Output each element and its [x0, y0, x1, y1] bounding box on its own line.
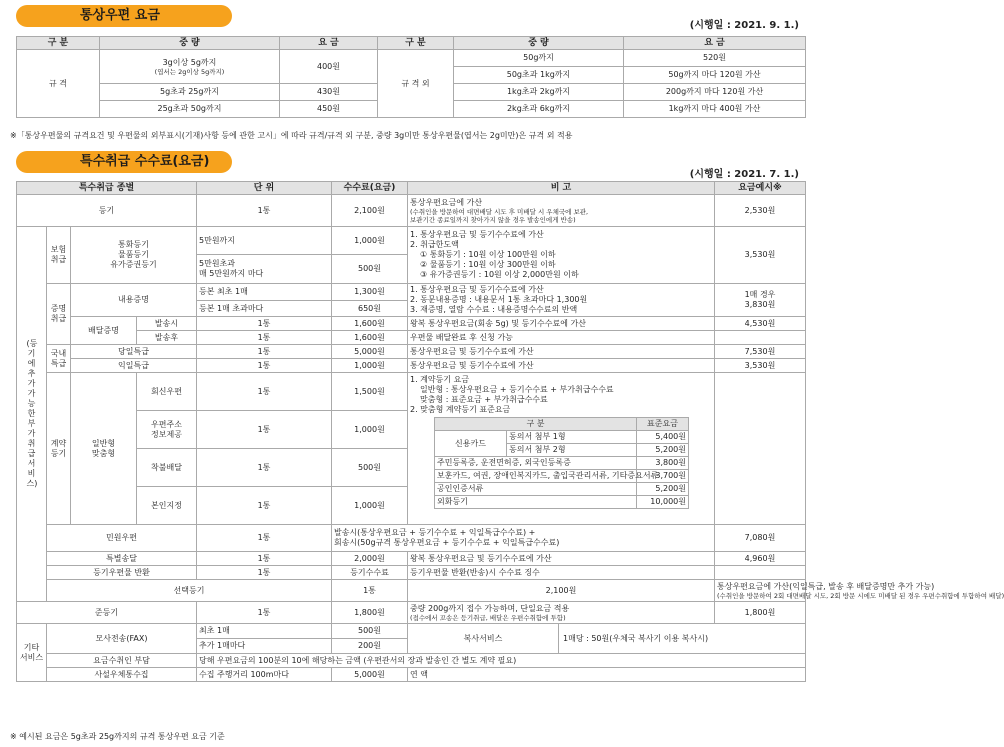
section-title-regular-mail: 통상우편 요금	[16, 5, 232, 27]
insured-remark: 1. 통상우편요금 및 등기수수료에 가산 2. 취급한도액 ① 통화등기 : 10원 이상 100만원 이하 ② 물품등기 : 10원 이상 300만원 이하 ③ 유가증권등기 : 10원 이상 2,000만원 이하	[408, 227, 715, 284]
next-day-fee: 1,000원	[332, 359, 408, 373]
quasi-unit: 1통	[197, 602, 332, 624]
next-day-example: 3,530원	[715, 359, 806, 373]
header-type: 특수취급 종별	[17, 182, 197, 195]
header-remark: 비 고	[408, 182, 715, 195]
price-cell: 400원	[280, 50, 378, 84]
send-after-example	[715, 331, 806, 345]
selective-unit: 1통	[332, 580, 408, 602]
contract-fee: 500원	[332, 449, 408, 487]
fax-unit-2: 추가 1매마다	[197, 639, 332, 654]
special-handling-fee-table	[16, 181, 1004, 682]
effective-date-2: (시행일 : 2021. 7. 1.)	[689, 169, 799, 180]
inner-header-price: 표준요금	[637, 418, 689, 431]
contract-fee: 1,500원	[332, 373, 408, 411]
inner-row-label: 동의서 첨부 2형	[507, 444, 637, 457]
return-remark: 등기우편물 반환(반송)시 수수료 징수	[408, 566, 715, 580]
send-after-name: 발송후	[137, 331, 197, 345]
weight-cell: 25g초과 50g까지	[100, 101, 280, 118]
insured-unit-2: 5만원초과 매 5만원까지 마다	[197, 255, 332, 284]
contract-fee: 1,000원	[332, 411, 408, 449]
inner-row-label: 외화등기	[435, 496, 637, 509]
inner-row-price: 5,400원	[637, 431, 689, 444]
special-delivery-fee: 2,000원	[332, 552, 408, 566]
next-day-name: 익일특급	[71, 359, 197, 373]
proof-example: 1매 경우 3,830원	[715, 284, 806, 317]
header-fee: 수수료(요금)	[332, 182, 408, 195]
send-at-example: 4,530원	[715, 317, 806, 331]
price-cell: 200g까지 마다 120원 가산	[624, 84, 806, 101]
header-price-right: 요 금	[624, 37, 806, 50]
contract-item-designated: 본인지정	[137, 487, 197, 525]
contract-unit: 1통	[197, 449, 332, 487]
send-after-unit: 1통	[197, 331, 332, 345]
header-example: 요금예시※	[715, 182, 806, 195]
selective-fee: 2,100원	[408, 580, 715, 602]
header-price-left: 요 금	[280, 37, 378, 50]
weight-cell: 50g초과 1kg까지	[454, 67, 624, 84]
contract-unit: 1통	[197, 487, 332, 525]
contract-subgroup: 일반형 맞춤형	[71, 373, 137, 525]
recipient-pays-remark: 당해 우편요금의 100분의 10에 해당하는 금액 (우편관서의 장과 발송인 간 별도 계약 필요)	[197, 654, 806, 668]
inner-row-label: 동의서 첨부 1형	[507, 431, 637, 444]
weight-cell: 50g까지	[454, 50, 624, 67]
contract-example	[715, 373, 806, 525]
next-day-remark: 통상우편요금 및 등기수수료에 가산	[408, 359, 715, 373]
fax-unit-1: 최초 1매	[197, 624, 332, 639]
send-at-name: 발송시	[137, 317, 197, 331]
same-day-example: 7,530원	[715, 345, 806, 359]
price-cell: 430원	[280, 84, 378, 101]
private-box-remark: 연 액	[408, 668, 806, 682]
contract-remark: 1. 계약등기 요금 일반형 : 통상우편요금 + 등기수수료 + 부가취급수수료 맞춤형 : 표준요금 + 부가취급수수료 2. 맞춤형 계약등기 표준요금 구 분 표준요금 신용카드 동의서 첨부 1형 5,400원 동의서 첨부 2형 5,200원 주민등록증, 운전면허증, 외국인등록증 3,800원 보훈카드, 여권, 장애인복지카드, 출입국관리서류, 기타증요서류 3,700원 공인인증서류 5,200원 외화등기 10,000원	[408, 373, 715, 525]
section-title-special-handling: 특수취급 수수료(요금)	[16, 151, 232, 173]
registered-name: 등기	[17, 195, 197, 227]
private-box-name: 사설우체통수집	[47, 668, 197, 682]
vertical-label-cell	[17, 227, 47, 602]
copy-service-cell	[408, 624, 806, 654]
inner-row-price: 5,200원	[637, 444, 689, 457]
header-category-left: 구 분	[17, 37, 100, 50]
send-after-fee: 1,600원	[332, 331, 408, 345]
civil-mail-remark: 발송시(통상우편요금 + 등기수수료 + 익일특급수수료) + 회송시(50g규격 통상우편요금 + 등기수수료 + 익일특급수수료)	[332, 525, 715, 552]
vertical-label: (등기에 추가 가능한 부가취급서비스)	[26, 339, 38, 488]
proof-group: 증명 취급	[47, 284, 71, 345]
content-proof-name: 내용증명	[71, 284, 197, 317]
price-cell: 520원	[624, 50, 806, 67]
inner-header-category: 구 분	[435, 418, 637, 431]
insured-fee-2: 500원	[332, 255, 408, 284]
price-cell: 1kg까지 마다 400원 가산	[624, 101, 806, 118]
send-at-unit: 1통	[197, 317, 332, 331]
registered-fee: 2,100원	[332, 195, 408, 227]
inner-row-price: 5,200원	[637, 483, 689, 496]
standard-fee-table	[434, 417, 689, 509]
proof-unit-2: 등본 1매 초과마다	[197, 301, 332, 317]
same-day-remark: 통상우편요금 및 등기수수료에 가산	[408, 345, 715, 359]
insured-fee-1: 1,000원	[332, 227, 408, 255]
private-box-unit: 수집 주행거리 100m마다	[197, 668, 332, 682]
inner-row-label: 공인인증서류	[435, 483, 637, 496]
insured-example: 3,530원	[715, 227, 806, 284]
same-day-unit: 1통	[197, 345, 332, 359]
header-category-right: 구 분	[378, 37, 454, 50]
inner-row-price: 3,800원	[637, 457, 689, 470]
return-unit: 1통	[197, 566, 332, 580]
send-after-remark: 우편물 배달완료 후 신청 가능	[408, 331, 715, 345]
effective-date-1: (시행일 : 2021. 9. 1.)	[689, 20, 799, 31]
return-name: 등기우편물 반환	[47, 566, 197, 580]
header-weight-left: 중 량	[100, 37, 280, 50]
inner-row-price: 10,000원	[637, 496, 689, 509]
copy-service-value: 1매당 : 50원(우체국 복사기 이용 복사시)	[563, 633, 709, 643]
fax-fee-1: 500원	[332, 624, 408, 639]
weight-cell: 2kg초과 6kg까지	[454, 101, 624, 118]
insured-unit-1: 5만원까지	[197, 227, 332, 255]
etc-service-group: 기타 서비스	[17, 624, 47, 682]
special-delivery-name: 특별송달	[47, 552, 197, 566]
contract-fee: 1,000원	[332, 487, 408, 525]
delivery-proof-name: 배달증명	[71, 317, 137, 345]
private-box-fee: 5,000원	[332, 668, 408, 682]
recipient-pays-name: 요금수취인 부담	[47, 654, 197, 668]
proof-fee-2: 650원	[332, 301, 408, 317]
fax-name: 모사전송(FAX)	[47, 624, 197, 654]
same-day-name: 당일특급	[71, 345, 197, 359]
insured-names: 통화등기 물품등기 유가증권등기	[71, 227, 197, 284]
contract-unit: 1통	[197, 411, 332, 449]
header-unit: 단 위	[197, 182, 332, 195]
price-cell: 450원	[280, 101, 378, 118]
registered-example: 2,530원	[715, 195, 806, 227]
special-delivery-unit: 1통	[197, 552, 332, 566]
proof-fee-1: 1,300원	[332, 284, 408, 301]
quasi-example: 1,800원	[715, 602, 806, 624]
send-at-remark: 왕복 통상우편요금(회송 5g) 및 등기수수료에 가산	[408, 317, 715, 331]
weight-cell: 3g이상 5g까지 (엽서는 2g이상 5g까지)	[100, 50, 280, 84]
proof-remark: 1. 통상우편요금 및 등기수수료에 가산 2. 동문내용증명 : 내용문서 1통 초과마다 1,300원 3. 재증명, 열람 수수료 : 내용증명수수료의 반액	[408, 284, 715, 317]
copy-service-label: 복사서비스	[408, 624, 559, 653]
selective-registered-name: 선택등기	[47, 580, 332, 602]
regular-mail-fee-table	[16, 36, 806, 118]
contract-item-reply: 회신우편	[137, 373, 197, 411]
insured-group: 보험 취급	[47, 227, 71, 284]
civil-mail-name: 민원우편	[47, 525, 197, 552]
contract-unit: 1통	[197, 373, 332, 411]
quasi-registered-name: 준등기	[17, 602, 197, 624]
domestic-group: 국내 특급	[47, 345, 71, 373]
contract-group: 계약 등기	[47, 373, 71, 525]
category-nonstandard: 규 격 외	[378, 50, 454, 118]
price-cell: 50g까지 마다 120원 가산	[624, 67, 806, 84]
credit-card-label: 신용카드	[435, 431, 507, 457]
inner-row-price: 3,700원	[637, 470, 689, 483]
return-fee: 등기수수료	[332, 566, 408, 580]
weight-cell: 5g초과 25g까지	[100, 84, 280, 101]
special-delivery-remark: 왕복 통상우편요금 및 등기수수료에 가산	[408, 552, 715, 566]
registered-unit: 1통	[197, 195, 332, 227]
header-weight-right: 중 량	[454, 37, 624, 50]
registered-remark: 통상우편요금에 가산 (수취인을 방문하여 대면배달 시도 후 미배달 시 우체국에 보관, 보관기간 종료일까지 찾아가지 않을 경우 발송인에게 반송)	[408, 195, 715, 227]
contract-item-address: 우편주소 정보제공	[137, 411, 197, 449]
contract-item-cod: 착불배달	[137, 449, 197, 487]
civil-mail-example: 7,080원	[715, 525, 806, 552]
inner-row-label: 보훈카드, 여권, 장애인복지카드, 출입국관리서류, 기타증요서류	[435, 470, 637, 483]
selective-remark: 통상우편요금에 가산(익일특급, 발송 후 배달증명만 추가 가능) (수취인을 방문하여 2회 대면배달 시도, 2회 방문 시에도 미배달 된 경우 우편수취함에 투함하여 배달)	[715, 580, 806, 602]
civil-mail-unit: 1통	[197, 525, 332, 552]
example-footnote: ※ 예시된 요금은 5g초과 25g까지의 규격 통상우편 요금 기준	[10, 732, 225, 741]
regular-mail-note: ※「통상우편물의 규격요건 및 우편물의 외부표시(기재)사항 등에 관한 고시」에 따라 규격/규격 외 구분, 중량 3g미만 통상우편물(엽서는 2g미만)은 규격 외 적용	[10, 131, 573, 140]
return-example	[715, 566, 806, 580]
proof-unit-1: 등본 최초 1매	[197, 284, 332, 301]
next-day-unit: 1통	[197, 359, 332, 373]
category-standard: 규 격	[17, 50, 100, 118]
quasi-fee: 1,800원	[332, 602, 408, 624]
send-at-fee: 1,600원	[332, 317, 408, 331]
inner-row-label: 주민등록증, 운전면허증, 외국인등록증	[435, 457, 637, 470]
fax-fee-2: 200원	[332, 639, 408, 654]
special-delivery-example: 4,960원	[715, 552, 806, 566]
same-day-fee: 5,000원	[332, 345, 408, 359]
weight-cell: 1kg초과 2kg까지	[454, 84, 624, 101]
quasi-remark: 중량 200g까지 접수 가능하며, 단일요금 적용 (접수에서 꼬송은 등기취급, 배달은 우편수취함에 투함)	[408, 602, 715, 624]
